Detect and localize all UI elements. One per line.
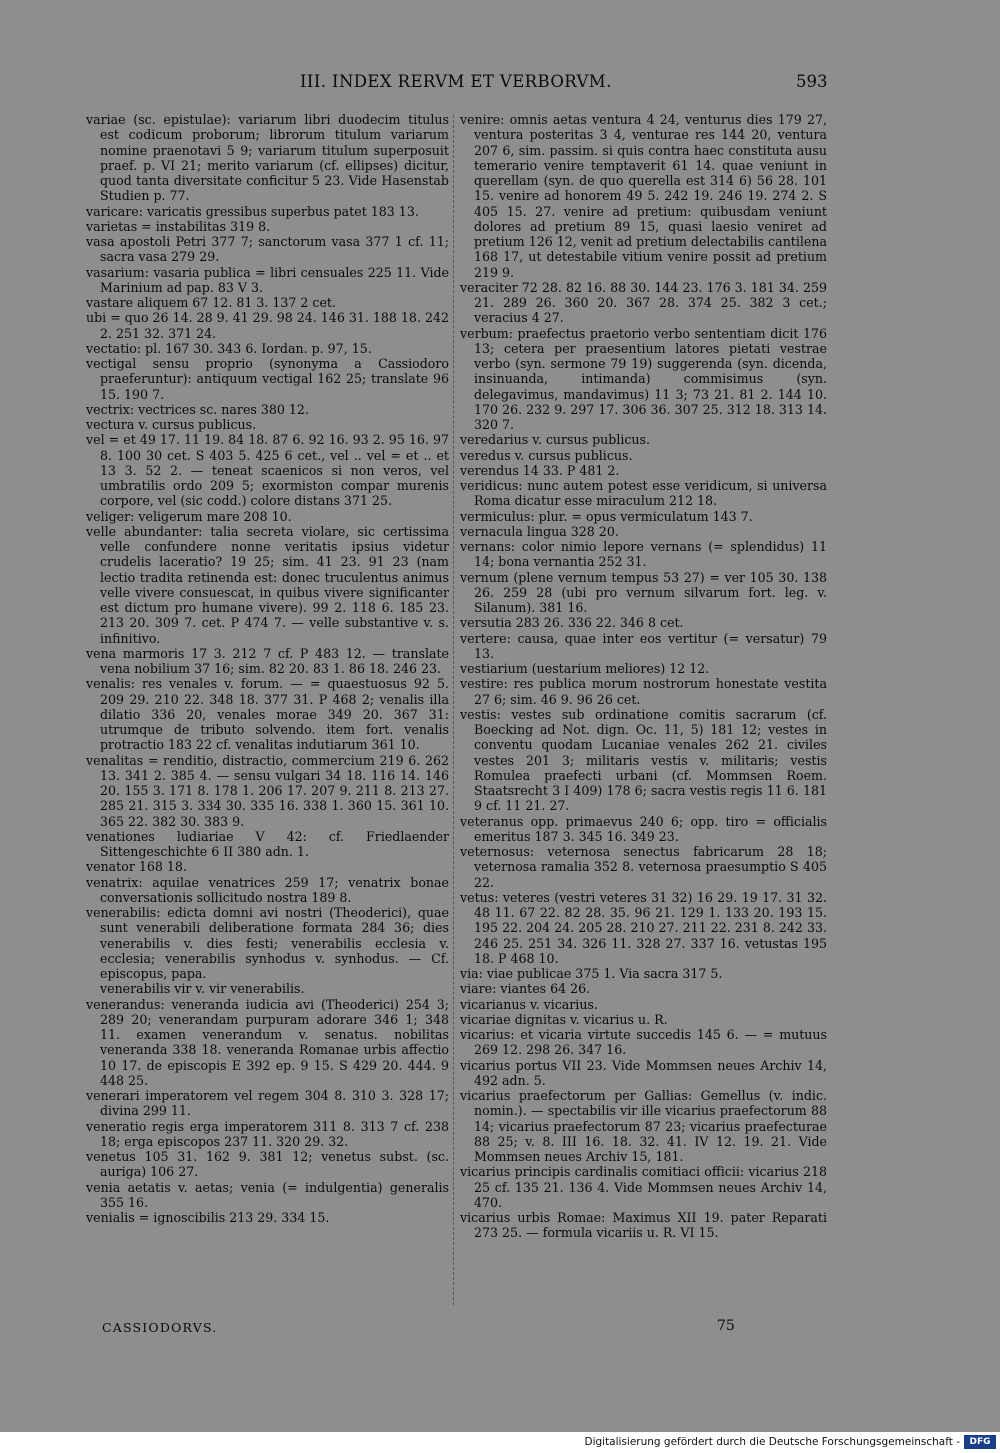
index-entry: vetus: veteres (vestri veteres 31 32) 16 29. 19 17. 31 32. 48 11. 67 22. 82 28. 35. 96 21. 129 1. 133 20. 193 15. 195 22. 204 24. 205 28. 210 27. 211 22. 231 8. 242 33. 246 25. 251 34. 326 11. 328 27. 337 16. vetustas 195 18. P 468 10. bbox=[460, 889, 827, 966]
page-number: 593 bbox=[796, 72, 828, 91]
index-entry: vicarianus v. vicarius. bbox=[460, 996, 598, 1012]
index-entry: veteranus opp. primaevus 240 6; opp. tiro = officialis emeritus 187 3. 345 16. 349 23. bbox=[460, 813, 827, 844]
index-entry: versutia 283 26. 336 22. 346 8 cet. bbox=[460, 615, 684, 631]
index-entry: venationes ludiariae V 42: cf. Friedlaender Sittengeschichte 6 II 380 adn. 1. bbox=[86, 828, 449, 859]
index-entry: vasa apostoli Petri 377 7; sanctorum vasa 377 1 cf. 11; sacra vasa 279 29. bbox=[86, 234, 449, 265]
index-entry: venerabilis: edicta domni avi nostri (Theoderici), quae sunt venerabili deliberatione formata 284 36; dies venerabilis v. dies festi; venerabilis ecclesia v. ecclesia; venerabilis synhodus v. synhodus. — Cf. episcopus, papa. bbox=[86, 905, 449, 981]
index-entry: veternosus: veternosa senectus fabricarum 28 18; veternosa ramalia 352 8. veternosa praesumptio S 405 22. bbox=[460, 844, 827, 890]
digitization-footer bbox=[0, 1432, 1000, 1453]
index-entry: venerandus: veneranda iudicia avi (Theoderici) 254 3; 289 20; venerandam purpuram adorare 346 1; 348 11. examen venerandum v. senatus. nobilitas veneranda 338 18. veneranda Romanae urbis affectio 10 17. de episcopis E 392 ep. 9 15. S 429 20. 444. 9 448 25. bbox=[86, 996, 449, 1088]
index-entry: vicarius principis cardinalis comitiaci officii: vicarius 218 25 cf. 135 21. 136 4. Vide Mommsen neues Archiv 14, 470. bbox=[460, 1164, 827, 1210]
index-entry: vermiculus: plur. = opus vermiculatum 143 7. bbox=[460, 508, 753, 524]
index-entry: venatrix: aquilae venatrices 259 17; venatrix bonae conversationis sollicitudo nostra 189 8. bbox=[86, 874, 449, 905]
index-entry: venire: omnis aetas ventura 4 24, venturus dies 179 27, ventura posteritas 3 4, venturae res 144 20, ventura 207 6, sim. passim. si quis contra haec constituta ausu temerario venire temptaverit 61 14. quae veniunt in querellam (syn. de quo querella est 314 6) 56 28. 101 15. venire ad honorem 49 5. 242 19. 246 19. 274 2. S 405 15. 27. venire ad pretium: quibusdam veniunt dolores ad pretium 89 15, quasi laesio veniret ad pretium 126 12, venit ad pretium delectabilis cantilena 168 17, ut detestabile vitium venire possit ad pretium 219 9. bbox=[460, 112, 827, 280]
index-entry: velle abundanter: talia secreta violare, sic certissima velle confundere nonne veritatis ipsius videtur crudelis laceratio? 19 25; sim. 41 23. 91 23 (nam lectio tradita retinenda est: donec truculentus animus velle vivere consuescat, in quibus vivere significanter est dictum pro humane vivere). 99 2. 118 6. 185 23. 213 20. 309 7. cet. P 474 7. — velle substantive v. s. infinitivo. bbox=[86, 523, 449, 646]
index-entry: vicarius urbis Romae: Maximus XII 19. pater Reparati 273 25. — formula vicariis u. R. VI 15. bbox=[460, 1210, 827, 1241]
index-entry: vicarius praefectorum per Gallias: Gemellus (v. indic. nomin.). — spectabilis vir ille vicarius praefectorum 88 14; vicarius praefectorum 87 23; vicarius praefecturae 88 25; v. 8. III 16. 18. 32. 41. IV 12. 19. 21. Vide Mommsen neues Archiv 15, 181. bbox=[460, 1088, 827, 1164]
index-entry: venerari imperatorem vel regem 304 8. 310 3. 328 17; divina 299 11. bbox=[86, 1088, 449, 1119]
index-entry: veridicus: nunc autem potest esse veridicum, si universa Roma dicatur esse miraculum 212 18. bbox=[460, 478, 827, 509]
running-header bbox=[0, 70, 1000, 94]
sheet-number: 75 bbox=[717, 1318, 735, 1334]
index-entry: veneratio regis erga imperatorem 311 8. 313 7 cf. 238 18; erga episcopos 237 11. 320 29. 32. bbox=[86, 1118, 449, 1149]
index-entry: viare: viantes 64 26. bbox=[460, 981, 591, 997]
index-entry: vernum (plene vernum tempus 53 27) = ver 105 30. 138 26. 259 28 (ubi pro vernum silvarum fort. leg. v. Silanum). 381 16. bbox=[460, 569, 827, 615]
index-entry: vel = et 49 17. 11 19. 84 18. 87 6. 92 16. 93 2. 95 16. 97 8. 100 30 cet. S 403 5. 425 6 cet., vel .. vel = et .. et 13 3. 52 2. — teneat scaenicos si non veros, vel umbratilis ordo 209 5; exormiston compar murenis corpore, vel (sic codd.) colore distans 371 25. bbox=[86, 432, 449, 509]
index-entry: venerabilis vir v. vir venerabilis. bbox=[100, 981, 305, 997]
index-entry: verendus 14 33. P 481 2. bbox=[460, 462, 620, 478]
index-entry: venetus 105 31. 162 9. 381 12; venetus subst. (sc. auriga) 106 27. bbox=[86, 1149, 449, 1180]
index-entry: via: viae publicae 375 1. Via sacra 317 5. bbox=[460, 966, 723, 981]
index-entry: vicarius: et vicaria virtute succedis 145 6. — = mutuus 269 12. 298 26. 347 16. bbox=[460, 1027, 827, 1058]
index-entry: vernacula lingua 328 20. bbox=[460, 523, 619, 539]
index-entry: vectigal sensu proprio (synonyma a Cassiodoro praeferuntur): antiquum vectigal 162 25; translate 96 15. 190 7. bbox=[86, 356, 449, 402]
index-entry: venator 168 18. bbox=[86, 859, 187, 875]
index-entry: veliger: veligerum mare 208 10. bbox=[86, 508, 292, 524]
index-entry: venialis = ignoscibilis 213 29. 334 15. bbox=[86, 1210, 330, 1225]
index-entry: vestis: vestes sub ordinatione comitis sacrarum (cf. Boecking ad Not. dign. Oc. 11, 5) 181 12; vestes in conventu quodam Lucaniae venales 262 21. civiles vestes 201 3; militaris vestis v. militaris; vestis Romulea praefecti urbani (cf. Mommsen Roem. Staatsrecht 3 I 409) 178 6; sacra vestis regis 11 6. 181 9 cf. 11 21. 27. bbox=[460, 706, 827, 814]
index-entry: venalis: res venales v. forum. — = quaestuosus 92 5. 209 29. 210 22. 348 18. 377 31. P 468 2; venalis illa dilatio 336 20, venales morae 349 20. 367 31: utrumque de tributo solvendo. item fort. venalis protractio 183 22 cf. venalitas indutiarum 361 10. bbox=[86, 676, 449, 753]
index-entry: vectura v. cursus publicus. bbox=[86, 417, 257, 432]
funding-note: Digitalisierung gefördert durch die Deutsche Forschungsgemeinschaft - bbox=[584, 1436, 960, 1448]
index-entry: variae (sc. epistulae): variarum libri duodecim titulus est codicum proborum; librorum titulum variarum nomine praenotavi 5 9; variarum titulum superposuit praef. p. VI 21; merito variarum (cf. ellipses) dicitur, quod tanta diversitate conficitur 5 23. Vide Hasenstab Studien p. 77. bbox=[86, 112, 449, 204]
signature-mark: CASSIODORVS. bbox=[102, 1320, 218, 1335]
running-title: III. INDEX RERVM ET VERBORVM. bbox=[300, 72, 612, 91]
index-entry: vertere: causa, quae inter eos vertitur (= versatur) 79 13. bbox=[460, 630, 827, 661]
index-entry: varicare: varicatis gressibus superbus patet 183 13. bbox=[86, 203, 419, 219]
index-column-right bbox=[460, 112, 827, 1241]
index-column-left bbox=[86, 112, 449, 1225]
index-entry: vectatio: pl. 167 30. 343 6. Iordan. p. 97, 15. bbox=[86, 340, 372, 356]
index-entry: vectrix: vectrices sc. nares 380 12. bbox=[86, 401, 309, 417]
column-divider bbox=[453, 115, 454, 1305]
index-entry: vernans: color nimio lepore vernans (= splendidus) 11 14; bona vernantia 252 31. bbox=[460, 539, 827, 570]
index-entry: vestire: res publica morum nostrorum honestate vestita 27 6; sim. 46 9. 96 26 cet. bbox=[460, 676, 827, 707]
index-entry: vastare aliquem 67 12. 81 3. 137 2 cet. bbox=[86, 295, 336, 310]
index-entry: varietas = instabilitas 319 8. bbox=[86, 218, 271, 234]
index-entry: venia aetatis v. aetas; venia (= indulgentia) generalis 355 16. bbox=[86, 1179, 449, 1210]
index-entry: veredus v. cursus publicus. bbox=[460, 447, 633, 463]
index-entry: vicarius portus VII 23. Vide Mommsen neues Archiv 14, 492 adn. 5. bbox=[460, 1057, 827, 1088]
index-entry: vasarium: vasaria publica = libri censuales 225 11. Vide Marinium ad pap. 83 V 3. bbox=[86, 264, 449, 295]
index-entry: vicariae dignitas v. vicarius u. R. bbox=[460, 1011, 668, 1027]
index-entry: vestiarium (uestarium meliores) 12 12. bbox=[460, 661, 710, 676]
index-entry: veredarius v. cursus publicus. bbox=[460, 432, 651, 448]
index-entry: veraciter 72 28. 82 16. 88 30. 144 23. 176 3. 181 34. 259 21. 289 26. 360 20. 367 28. 374 25. 382 3 cet.; veracius 4 27. bbox=[460, 279, 827, 326]
index-entry: verbum: praefectus praetorio verbo sententiam dicit 176 13; cetera per praesentium latores pietati vestrae verbo (syn. sermone 79 19) suggerenda (syn. dicenda, insinuanda, intimanda) commisimus (syn. delegavimus, mandavimus) 11 3; 73 21. 81 2. 144 10. 170 26. 232 9. 297 17. 306 36. 307 25. 312 18. 313 14. 320 7. bbox=[460, 325, 827, 432]
index-entry: vena marmoris 17 3. 212 7 cf. P 483 12. — translate vena nobilium 37 16; sim. 82 20. 83 1. 86 18. 246 23. bbox=[86, 645, 449, 676]
index-entry: venalitas = renditio, distractio, commercium 219 6. 262 13. 341 2. 385 4. — sensu vulgari 34 18. 116 14. 146 20. 155 3. 171 8. 178 1. 206 17. 207 9. 211 8. 213 27. 285 21. 315 3. 334 30. 335 16. 338 1. 360 15. 361 10. 365 22. 382 30. 383 9. bbox=[86, 752, 449, 829]
index-entry: ubi = quo 26 14. 28 9. 41 29. 98 24. 146 31. 188 18. 242 2. 251 32. 371 24. bbox=[86, 310, 449, 341]
dfg-logo[interactable]: DFG bbox=[964, 1435, 996, 1449]
